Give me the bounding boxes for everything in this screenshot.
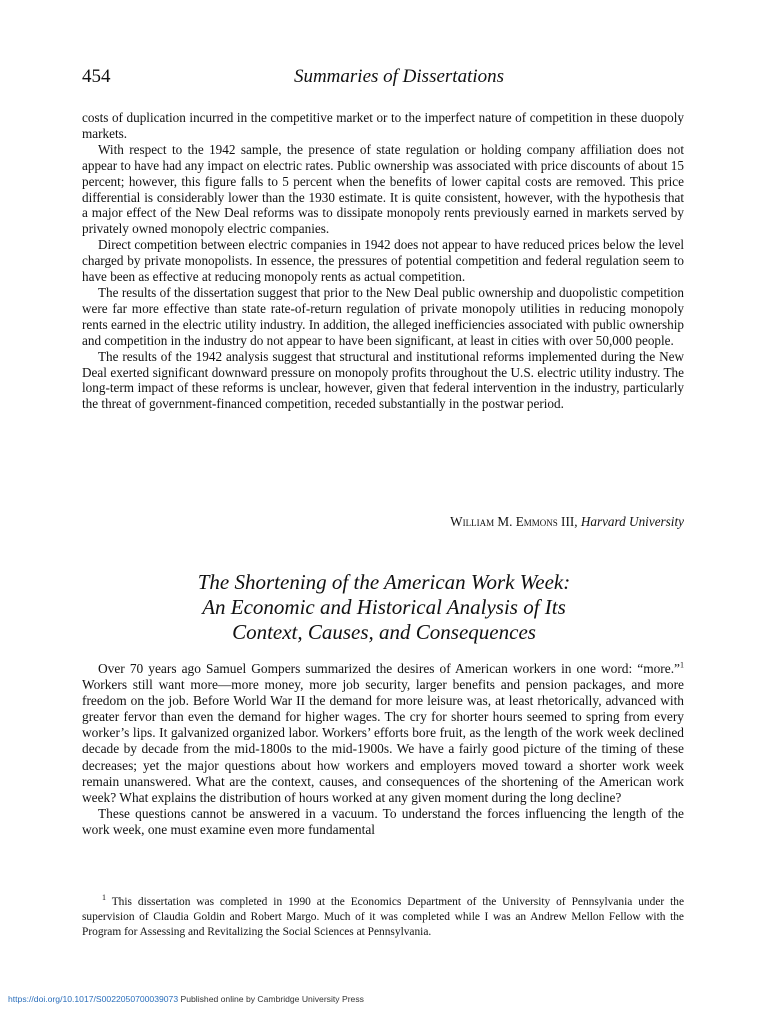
footnote-ref[interactable]: 1 xyxy=(680,660,684,670)
author-name: William M. Emmons III, xyxy=(450,514,578,529)
title-line: The Shortening of the American Work Week: xyxy=(197,570,571,594)
paragraph: The results of the 1942 analysis suggest that structural and institutional reforms implemented during the New Deal exerted significant downward pressure on monopoly profits throughout the U.S. electric utility industry. The long-term impact of these reforms is unclear, however, given that federal intervention in the industry, particularly the threat of government-financed competition, receded substantially in the postwar period. xyxy=(82,348,684,412)
paragraph: costs of duplication incurred in the competitive market or to the imperfect nature of competition in these duopoly markets. xyxy=(82,110,684,141)
para-text: Workers still want more—more money, more job security, larger benefits and pension packages, and more freedom on the job. Before World War II the demand for more leisure was, at least rhetorically, advanced with greater fervor than even the demand for higher wages. The cry for shorter hours seemed to spring from every worker’s lips. It galvanized organized labor. Workers’ efforts bore fruit, as the length of the work week declined decade by decade from the mid-1800s to the mid-1900s. We have a fairly good picture of the timing of these decreases; yet the major questions about how workers and employers moved toward a shorter work week remain unanswered. What are the context, causes, and consequences of the shortening of the American work week? What explains the distribution of hours worked at any given moment during the long decline? xyxy=(82,677,684,805)
paragraph: The results of the dissertation suggest that prior to the New Deal public ownership and duopolistic competition were far more effective than state rate-of-return regulation of private monopoly utilities in reducing monopoly rents earned in the electric utility industry. In addition, the alleged inefficiencies associated with public ownership and competition in the industry do not appear to have been significant, at least in cities with over 50,000 people. xyxy=(82,284,684,348)
doi-link[interactable]: https://doi.org/10.1017/S0022050700039073 xyxy=(8,994,179,1004)
para-text: Over 70 years ago Samuel Gompers summarized the desires of American workers in one word: “more.” xyxy=(98,661,680,676)
footnote-marker: 1 xyxy=(102,893,106,903)
doi-bar xyxy=(8,994,364,1004)
paragraph xyxy=(82,661,684,806)
footnote-text: This dissertation was completed in 1990 at the Economics Department of the University of Pennsylvania under the supervision of Claudia Goldin and Robert Margo. Much of it was completed while I was an Andrew Mellon Fellow with the Program for Assessing and Revitalizing the Social Sciences at Pennsylvania. xyxy=(82,896,684,938)
paragraph: With respect to the 1942 sample, the presence of state regulation or holding company affiliation does not appear to have had any impact on electric rates. Public ownership was associated with price discounts of about 15 percent; however, this figure falls to 5 percent when the benefits of lower capital costs are removed. This price differential is considerably lower than the 1930 estimate. It is quite consistent, however, with the hypothesis that a major effect of the New Deal reforms was to dissipate monopoly rents previously earned in markets served by privately owned monopoly electric companies. xyxy=(82,141,684,237)
running-head: Summaries of Dissertations xyxy=(293,66,505,87)
page-number: 454 xyxy=(82,66,111,87)
author-signature xyxy=(450,514,684,530)
title-line: Context, Causes, and Consequences xyxy=(232,620,536,644)
dissertation-title xyxy=(0,570,768,645)
previous-summary-text xyxy=(82,110,684,412)
publisher-note: Published online by Cambridge University Press xyxy=(178,994,364,1004)
title-line: An Economic and Historical Analysis of Its xyxy=(202,595,566,619)
paragraph: These questions cannot be answered in a vacuum. To understand the forces influencing the length of the work week, one must examine even more fundamental xyxy=(82,805,684,837)
paragraph: Direct competition between electric companies in 1942 does not appear to have reduced prices below the level charged by private monopolists. In essence, the pressures of potential competition and federal regulation seem to have been as effective at reducing monopoly rents as actual competition. xyxy=(82,237,684,285)
footnote xyxy=(82,895,684,939)
new-summary-text xyxy=(82,661,684,838)
author-institution: Harvard University xyxy=(580,514,684,529)
